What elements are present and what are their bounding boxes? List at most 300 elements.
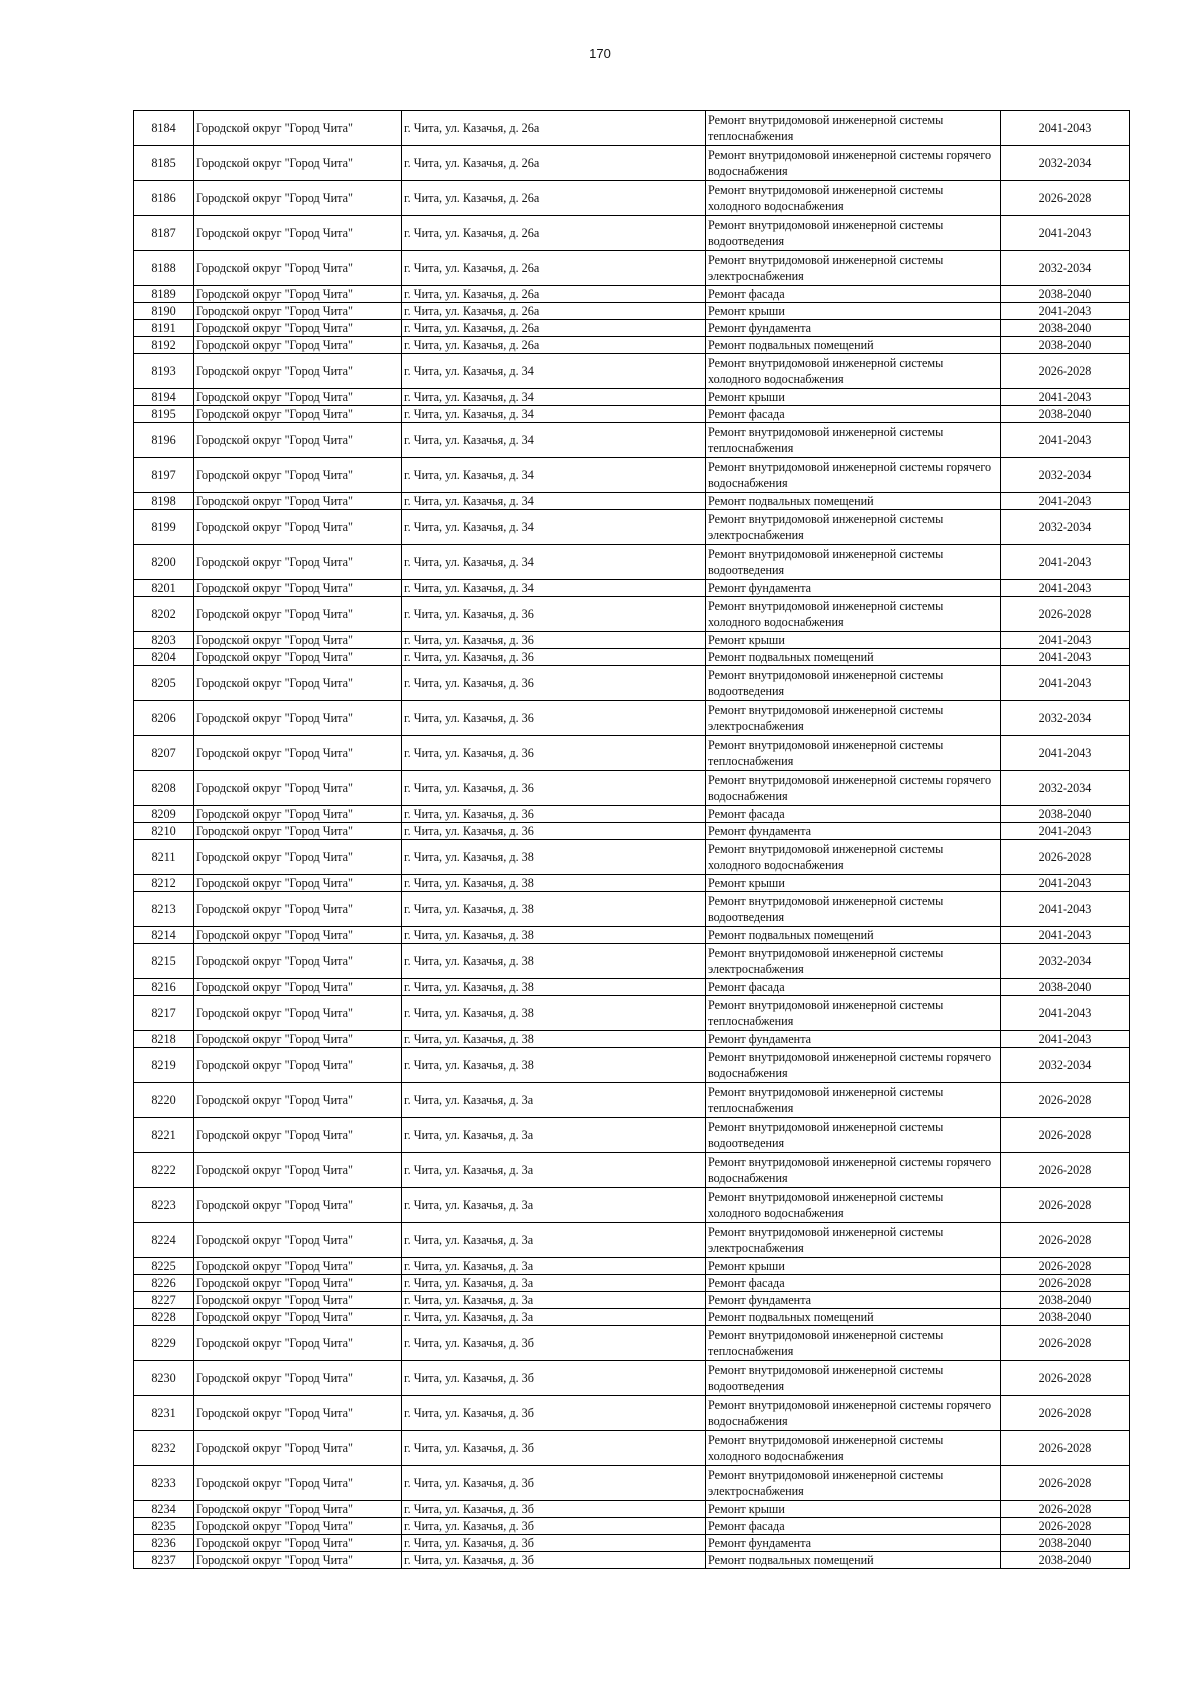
period-cell: 2026-2028 [1001, 1153, 1130, 1188]
address-cell: г. Чита, ул. Казачья, д. 36 [402, 701, 706, 736]
address-cell: г. Чита, ул. Казачья, д. 3а [402, 1083, 706, 1118]
work-type-cell: Ремонт внутридомовой инженерной системы электроснабжения [706, 1466, 1001, 1501]
address-cell: г. Чита, ул. Казачья, д. 34 [402, 406, 706, 423]
municipality-cell: Городской округ "Город Чита" [194, 892, 402, 927]
table-row [134, 1518, 1130, 1535]
period-cell: 2038-2040 [1001, 979, 1130, 996]
period-cell: 2038-2040 [1001, 1292, 1130, 1309]
table-row [134, 806, 1130, 823]
address-cell: г. Чита, ул. Казачья, д. 26а [402, 181, 706, 216]
period-cell: 2026-2028 [1001, 1361, 1130, 1396]
period-cell: 2032-2034 [1001, 251, 1130, 286]
table-row [134, 701, 1130, 736]
municipality-cell: Городской округ "Город Чита" [194, 1309, 402, 1326]
row-number: 8216 [134, 979, 194, 996]
address-cell: г. Чита, ул. Казачья, д. 36 [402, 823, 706, 840]
table-row [134, 927, 1130, 944]
address-cell: г. Чита, ул. Казачья, д. 34 [402, 423, 706, 458]
address-cell: г. Чита, ул. Казачья, д. 3а [402, 1188, 706, 1223]
period-cell: 2032-2034 [1001, 458, 1130, 493]
address-cell: г. Чита, ул. Казачья, д. 26а [402, 337, 706, 354]
period-cell: 2032-2034 [1001, 944, 1130, 979]
table-row [134, 1326, 1130, 1361]
row-number: 8217 [134, 996, 194, 1031]
row-number: 8200 [134, 545, 194, 580]
work-type-cell: Ремонт внутридомовой инженерной системы теплоснабжения [706, 736, 1001, 771]
period-cell: 2038-2040 [1001, 1552, 1130, 1569]
work-type-cell: Ремонт внутридомовой инженерной системы водоотведения [706, 216, 1001, 251]
row-number: 8223 [134, 1188, 194, 1223]
municipality-cell: Городской округ "Город Чита" [194, 320, 402, 337]
row-number: 8201 [134, 580, 194, 597]
work-type-cell: Ремонт внутридомовой инженерной системы холодного водоснабжения [706, 840, 1001, 875]
address-cell: г. Чита, ул. Казачья, д. 34 [402, 458, 706, 493]
table-row [134, 406, 1130, 423]
work-type-cell: Ремонт подвальных помещений [706, 1552, 1001, 1569]
work-type-cell: Ремонт внутридомовой инженерной системы электроснабжения [706, 510, 1001, 545]
table-row [134, 840, 1130, 875]
address-cell: г. Чита, ул. Казачья, д. 3а [402, 1258, 706, 1275]
period-cell: 2038-2040 [1001, 337, 1130, 354]
row-number: 8211 [134, 840, 194, 875]
row-number: 8202 [134, 597, 194, 632]
work-type-cell: Ремонт внутридомовой инженерной системы холодного водоснабжения [706, 1188, 1001, 1223]
row-number: 8225 [134, 1258, 194, 1275]
work-type-cell: Ремонт внутридомовой инженерной системы электроснабжения [706, 701, 1001, 736]
table-row [134, 1466, 1130, 1501]
municipality-cell: Городской округ "Город Чита" [194, 493, 402, 510]
row-number: 8198 [134, 493, 194, 510]
row-number: 8231 [134, 1396, 194, 1431]
address-cell: г. Чита, ул. Казачья, д. 3а [402, 1292, 706, 1309]
municipality-cell: Городской округ "Город Чита" [194, 1552, 402, 1569]
address-cell: г. Чита, ул. Казачья, д. 26а [402, 303, 706, 320]
work-type-cell: Ремонт подвальных помещений [706, 927, 1001, 944]
period-cell: 2041-2043 [1001, 423, 1130, 458]
repair-schedule-table [133, 110, 1130, 1569]
row-number: 8196 [134, 423, 194, 458]
work-type-cell: Ремонт фундамента [706, 1535, 1001, 1552]
address-cell: г. Чита, ул. Казачья, д. 34 [402, 354, 706, 389]
period-cell: 2026-2028 [1001, 181, 1130, 216]
row-number: 8206 [134, 701, 194, 736]
row-number: 8219 [134, 1048, 194, 1083]
address-cell: г. Чита, ул. Казачья, д. 34 [402, 580, 706, 597]
period-cell: 2041-2043 [1001, 736, 1130, 771]
period-cell: 2026-2028 [1001, 1275, 1130, 1292]
table-row [134, 944, 1130, 979]
row-number: 8184 [134, 111, 194, 146]
row-number: 8208 [134, 771, 194, 806]
period-cell: 2041-2043 [1001, 216, 1130, 251]
municipality-cell: Городской округ "Город Чита" [194, 597, 402, 632]
table-row [134, 632, 1130, 649]
address-cell: г. Чита, ул. Казачья, д. 34 [402, 493, 706, 510]
municipality-cell: Городской округ "Город Чита" [194, 251, 402, 286]
municipality-cell: Городской округ "Город Чита" [194, 1275, 402, 1292]
row-number: 8220 [134, 1083, 194, 1118]
address-cell: г. Чита, ул. Казачья, д. 3б [402, 1535, 706, 1552]
municipality-cell: Городской округ "Город Чита" [194, 181, 402, 216]
period-cell: 2026-2028 [1001, 840, 1130, 875]
row-number: 8207 [134, 736, 194, 771]
period-cell: 2041-2043 [1001, 545, 1130, 580]
row-number: 8218 [134, 1031, 194, 1048]
period-cell: 2032-2034 [1001, 1048, 1130, 1083]
work-type-cell: Ремонт внутридомовой инженерной системы горячего водоснабжения [706, 1396, 1001, 1431]
row-number: 8203 [134, 632, 194, 649]
address-cell: г. Чита, ул. Казачья, д. 38 [402, 944, 706, 979]
address-cell: г. Чита, ул. Казачья, д. 3а [402, 1309, 706, 1326]
municipality-cell: Городской округ "Город Чита" [194, 458, 402, 493]
row-number: 8212 [134, 875, 194, 892]
table-row [134, 979, 1130, 996]
work-type-cell: Ремонт внутридомовой инженерной системы горячего водоснабжения [706, 146, 1001, 181]
municipality-cell: Городской округ "Город Чита" [194, 979, 402, 996]
municipality-cell: Городской округ "Город Чита" [194, 423, 402, 458]
table-body [134, 111, 1130, 1569]
period-cell: 2026-2028 [1001, 1223, 1130, 1258]
work-type-cell: Ремонт внутридомовой инженерной системы электроснабжения [706, 251, 1001, 286]
municipality-cell: Городской округ "Город Чита" [194, 146, 402, 181]
period-cell: 2026-2028 [1001, 1431, 1130, 1466]
work-type-cell: Ремонт крыши [706, 303, 1001, 320]
municipality-cell: Городской округ "Город Чита" [194, 1326, 402, 1361]
work-type-cell: Ремонт фасада [706, 979, 1001, 996]
municipality-cell: Городской округ "Город Чита" [194, 1188, 402, 1223]
municipality-cell: Городской округ "Город Чита" [194, 580, 402, 597]
address-cell: г. Чита, ул. Казачья, д. 3а [402, 1223, 706, 1258]
row-number: 8232 [134, 1431, 194, 1466]
row-number: 8193 [134, 354, 194, 389]
row-number: 8224 [134, 1223, 194, 1258]
address-cell: г. Чита, ул. Казачья, д. 36 [402, 736, 706, 771]
work-type-cell: Ремонт внутридомовой инженерной системы горячего водоснабжения [706, 458, 1001, 493]
period-cell: 2032-2034 [1001, 701, 1130, 736]
municipality-cell: Городской округ "Город Чита" [194, 406, 402, 423]
address-cell: г. Чита, ул. Казачья, д. 26а [402, 216, 706, 251]
address-cell: г. Чита, ул. Казачья, д. 34 [402, 389, 706, 406]
period-cell: 2032-2034 [1001, 146, 1130, 181]
period-cell: 2026-2028 [1001, 1326, 1130, 1361]
row-number: 8222 [134, 1153, 194, 1188]
address-cell: г. Чита, ул. Казачья, д. 38 [402, 875, 706, 892]
table-row [134, 823, 1130, 840]
municipality-cell: Городской округ "Город Чита" [194, 545, 402, 580]
page-number: 170 [589, 46, 611, 61]
period-cell: 2038-2040 [1001, 320, 1130, 337]
address-cell: г. Чита, ул. Казачья, д. 3б [402, 1466, 706, 1501]
table-row [134, 286, 1130, 303]
work-type-cell: Ремонт фундамента [706, 823, 1001, 840]
municipality-cell: Городской округ "Город Чита" [194, 1048, 402, 1083]
work-type-cell: Ремонт внутридомовой инженерной системы теплоснабжения [706, 423, 1001, 458]
row-number: 8209 [134, 806, 194, 823]
municipality-cell: Городской округ "Город Чита" [194, 1466, 402, 1501]
row-number: 8234 [134, 1501, 194, 1518]
municipality-cell: Городской округ "Город Чита" [194, 389, 402, 406]
period-cell: 2041-2043 [1001, 580, 1130, 597]
address-cell: г. Чита, ул. Казачья, д. 38 [402, 1048, 706, 1083]
table-row [134, 1396, 1130, 1431]
period-cell: 2038-2040 [1001, 1309, 1130, 1326]
period-cell: 2041-2043 [1001, 389, 1130, 406]
work-type-cell: Ремонт фасада [706, 1518, 1001, 1535]
table-row [134, 389, 1130, 406]
work-type-cell: Ремонт внутридомовой инженерной системы теплоснабжения [706, 111, 1001, 146]
work-type-cell: Ремонт внутридомовой инженерной системы холодного водоснабжения [706, 597, 1001, 632]
period-cell: 2041-2043 [1001, 892, 1130, 927]
address-cell: г. Чита, ул. Казачья, д. 3а [402, 1153, 706, 1188]
municipality-cell: Городской округ "Город Чита" [194, 1031, 402, 1048]
row-number: 8229 [134, 1326, 194, 1361]
table-row [134, 320, 1130, 337]
municipality-cell: Городской округ "Город Чита" [194, 823, 402, 840]
work-type-cell: Ремонт крыши [706, 389, 1001, 406]
period-cell: 2041-2043 [1001, 927, 1130, 944]
municipality-cell: Городской округ "Город Чита" [194, 649, 402, 666]
table-row [134, 649, 1130, 666]
address-cell: г. Чита, ул. Казачья, д. 36 [402, 806, 706, 823]
period-cell: 2041-2043 [1001, 996, 1130, 1031]
row-number: 8186 [134, 181, 194, 216]
table-row [134, 892, 1130, 927]
table-row [134, 1153, 1130, 1188]
table-row [134, 1275, 1130, 1292]
table-row [134, 545, 1130, 580]
municipality-cell: Городской округ "Город Чита" [194, 701, 402, 736]
table-row [134, 458, 1130, 493]
work-type-cell: Ремонт внутридомовой инженерной системы теплоснабжения [706, 996, 1001, 1031]
address-cell: г. Чита, ул. Казачья, д. 36 [402, 649, 706, 666]
table-row [134, 1223, 1130, 1258]
row-number: 8228 [134, 1309, 194, 1326]
table-row [134, 597, 1130, 632]
municipality-cell: Городской округ "Город Чита" [194, 1258, 402, 1275]
municipality-cell: Городской округ "Город Чита" [194, 771, 402, 806]
period-cell: 2041-2043 [1001, 875, 1130, 892]
municipality-cell: Городской округ "Город Чита" [194, 1223, 402, 1258]
municipality-cell: Городской округ "Город Чита" [194, 666, 402, 701]
work-type-cell: Ремонт фасада [706, 1275, 1001, 1292]
address-cell: г. Чита, ул. Казачья, д. 3б [402, 1361, 706, 1396]
work-type-cell: Ремонт внутридомовой инженерной системы водоотведения [706, 545, 1001, 580]
municipality-cell: Городской округ "Город Чита" [194, 286, 402, 303]
row-number: 8189 [134, 286, 194, 303]
municipality-cell: Городской округ "Город Чита" [194, 927, 402, 944]
table-row [134, 1292, 1130, 1309]
work-type-cell: Ремонт внутридомовой инженерной системы горячего водоснабжения [706, 1153, 1001, 1188]
address-cell: г. Чита, ул. Казачья, д. 3б [402, 1518, 706, 1535]
address-cell: г. Чита, ул. Казачья, д. 36 [402, 597, 706, 632]
row-number: 8227 [134, 1292, 194, 1309]
address-cell: г. Чита, ул. Казачья, д. 3а [402, 1275, 706, 1292]
row-number: 8210 [134, 823, 194, 840]
municipality-cell: Городской округ "Город Чита" [194, 632, 402, 649]
period-cell: 2026-2028 [1001, 1396, 1130, 1431]
address-cell: г. Чита, ул. Казачья, д. 36 [402, 666, 706, 701]
table-row [134, 771, 1130, 806]
work-type-cell: Ремонт фасада [706, 806, 1001, 823]
period-cell: 2041-2043 [1001, 1031, 1130, 1048]
row-number: 8204 [134, 649, 194, 666]
row-number: 8214 [134, 927, 194, 944]
work-type-cell: Ремонт внутридомовой инженерной системы водоотведения [706, 1118, 1001, 1153]
address-cell: г. Чита, ул. Казачья, д. 38 [402, 979, 706, 996]
municipality-cell: Городской округ "Город Чита" [194, 875, 402, 892]
table-row [134, 1258, 1130, 1275]
row-number: 8236 [134, 1535, 194, 1552]
table-row [134, 1083, 1130, 1118]
address-cell: г. Чита, ул. Казачья, д. 36 [402, 771, 706, 806]
work-type-cell: Ремонт подвальных помещений [706, 493, 1001, 510]
period-cell: 2041-2043 [1001, 632, 1130, 649]
work-type-cell: Ремонт крыши [706, 1258, 1001, 1275]
period-cell: 2038-2040 [1001, 286, 1130, 303]
address-cell: г. Чита, ул. Казачья, д. 3б [402, 1431, 706, 1466]
table-row [134, 1309, 1130, 1326]
address-cell: г. Чита, ул. Казачья, д. 26а [402, 111, 706, 146]
row-number: 8188 [134, 251, 194, 286]
municipality-cell: Городской округ "Город Чита" [194, 1396, 402, 1431]
municipality-cell: Городской округ "Город Чита" [194, 996, 402, 1031]
row-number: 8191 [134, 320, 194, 337]
row-number: 8233 [134, 1466, 194, 1501]
period-cell: 2026-2028 [1001, 354, 1130, 389]
address-cell: г. Чита, ул. Казачья, д. 3б [402, 1552, 706, 1569]
work-type-cell: Ремонт внутридомовой инженерной системы холодного водоснабжения [706, 354, 1001, 389]
period-cell: 2038-2040 [1001, 1535, 1130, 1552]
row-number: 8237 [134, 1552, 194, 1569]
row-number: 8226 [134, 1275, 194, 1292]
municipality-cell: Городской округ "Город Чита" [194, 1361, 402, 1396]
address-cell: г. Чита, ул. Казачья, д. 26а [402, 320, 706, 337]
period-cell: 2032-2034 [1001, 510, 1130, 545]
table-row [134, 1048, 1130, 1083]
table-row [134, 1031, 1130, 1048]
municipality-cell: Городской округ "Город Чита" [194, 1118, 402, 1153]
address-cell: г. Чита, ул. Казачья, д. 3б [402, 1326, 706, 1361]
row-number: 8192 [134, 337, 194, 354]
period-cell: 2026-2028 [1001, 1258, 1130, 1275]
period-cell: 2026-2028 [1001, 1466, 1130, 1501]
table-row [134, 510, 1130, 545]
table-row [134, 996, 1130, 1031]
period-cell: 2026-2028 [1001, 1188, 1130, 1223]
row-number: 8199 [134, 510, 194, 545]
table-row [134, 1535, 1130, 1552]
work-type-cell: Ремонт внутридомовой инженерной системы теплоснабжения [706, 1083, 1001, 1118]
address-cell: г. Чита, ул. Казачья, д. 34 [402, 510, 706, 545]
row-number: 8187 [134, 216, 194, 251]
municipality-cell: Городской округ "Город Чита" [194, 303, 402, 320]
period-cell: 2041-2043 [1001, 493, 1130, 510]
address-cell: г. Чита, ул. Казачья, д. 26а [402, 251, 706, 286]
municipality-cell: Городской округ "Город Чита" [194, 354, 402, 389]
work-type-cell: Ремонт фундамента [706, 320, 1001, 337]
period-cell: 2026-2028 [1001, 1518, 1130, 1535]
address-cell: г. Чита, ул. Казачья, д. 34 [402, 545, 706, 580]
work-type-cell: Ремонт внутридомовой инженерной системы горячего водоснабжения [706, 1048, 1001, 1083]
row-number: 8205 [134, 666, 194, 701]
municipality-cell: Городской округ "Город Чита" [194, 806, 402, 823]
period-cell: 2026-2028 [1001, 1501, 1130, 1518]
table-row [134, 1118, 1130, 1153]
work-type-cell: Ремонт внутридомовой инженерной системы водоотведения [706, 892, 1001, 927]
row-number: 8197 [134, 458, 194, 493]
municipality-cell: Городской округ "Город Чита" [194, 111, 402, 146]
period-cell: 2041-2043 [1001, 111, 1130, 146]
period-cell: 2038-2040 [1001, 406, 1130, 423]
work-type-cell: Ремонт фасада [706, 286, 1001, 303]
address-cell: г. Чита, ул. Казачья, д. 38 [402, 927, 706, 944]
address-cell: г. Чита, ул. Казачья, д. 38 [402, 892, 706, 927]
period-cell: 2041-2043 [1001, 666, 1130, 701]
municipality-cell: Городской округ "Город Чита" [194, 1501, 402, 1518]
table-row [134, 1188, 1130, 1223]
table-row [134, 1501, 1130, 1518]
table-row [134, 1431, 1130, 1466]
table-row [134, 181, 1130, 216]
row-number: 8185 [134, 146, 194, 181]
work-type-cell: Ремонт внутридомовой инженерной системы горячего водоснабжения [706, 771, 1001, 806]
row-number: 8235 [134, 1518, 194, 1535]
row-number: 8213 [134, 892, 194, 927]
period-cell: 2032-2034 [1001, 771, 1130, 806]
period-cell: 2041-2043 [1001, 649, 1130, 666]
work-type-cell: Ремонт крыши [706, 1501, 1001, 1518]
period-cell: 2038-2040 [1001, 806, 1130, 823]
municipality-cell: Городской округ "Город Чита" [194, 1535, 402, 1552]
period-cell: 2041-2043 [1001, 303, 1130, 320]
row-number: 8195 [134, 406, 194, 423]
table-row [134, 666, 1130, 701]
row-number: 8221 [134, 1118, 194, 1153]
row-number: 8215 [134, 944, 194, 979]
municipality-cell: Городской округ "Город Чита" [194, 216, 402, 251]
row-number: 8190 [134, 303, 194, 320]
table-row [134, 875, 1130, 892]
table-row [134, 1361, 1130, 1396]
address-cell: г. Чита, ул. Казачья, д. 36 [402, 632, 706, 649]
municipality-cell: Городской округ "Город Чита" [194, 944, 402, 979]
municipality-cell: Городской округ "Город Чита" [194, 1431, 402, 1466]
work-type-cell: Ремонт внутридомовой инженерной системы теплоснабжения [706, 1326, 1001, 1361]
address-cell: г. Чита, ул. Казачья, д. 26а [402, 146, 706, 181]
period-cell: 2026-2028 [1001, 1083, 1130, 1118]
municipality-cell: Городской округ "Город Чита" [194, 510, 402, 545]
work-type-cell: Ремонт подвальных помещений [706, 337, 1001, 354]
table-row [134, 1552, 1130, 1569]
work-type-cell: Ремонт внутридомовой инженерной системы электроснабжения [706, 1223, 1001, 1258]
address-cell: г. Чита, ул. Казачья, д. 38 [402, 840, 706, 875]
work-type-cell: Ремонт внутридомовой инженерной системы электроснабжения [706, 944, 1001, 979]
table-row [134, 303, 1130, 320]
work-type-cell: Ремонт крыши [706, 632, 1001, 649]
municipality-cell: Городской округ "Город Чита" [194, 1153, 402, 1188]
work-type-cell: Ремонт фасада [706, 406, 1001, 423]
work-type-cell: Ремонт подвальных помещений [706, 649, 1001, 666]
work-type-cell: Ремонт внутридомовой инженерной системы водоотведения [706, 666, 1001, 701]
work-type-cell: Ремонт фундамента [706, 580, 1001, 597]
row-number: 8194 [134, 389, 194, 406]
work-type-cell: Ремонт подвальных помещений [706, 1309, 1001, 1326]
row-number: 8230 [134, 1361, 194, 1396]
address-cell: г. Чита, ул. Казачья, д. 3а [402, 1118, 706, 1153]
address-cell: г. Чита, ул. Казачья, д. 3б [402, 1396, 706, 1431]
work-type-cell: Ремонт внутридомовой инженерной системы холодного водоснабжения [706, 1431, 1001, 1466]
table-row [134, 493, 1130, 510]
